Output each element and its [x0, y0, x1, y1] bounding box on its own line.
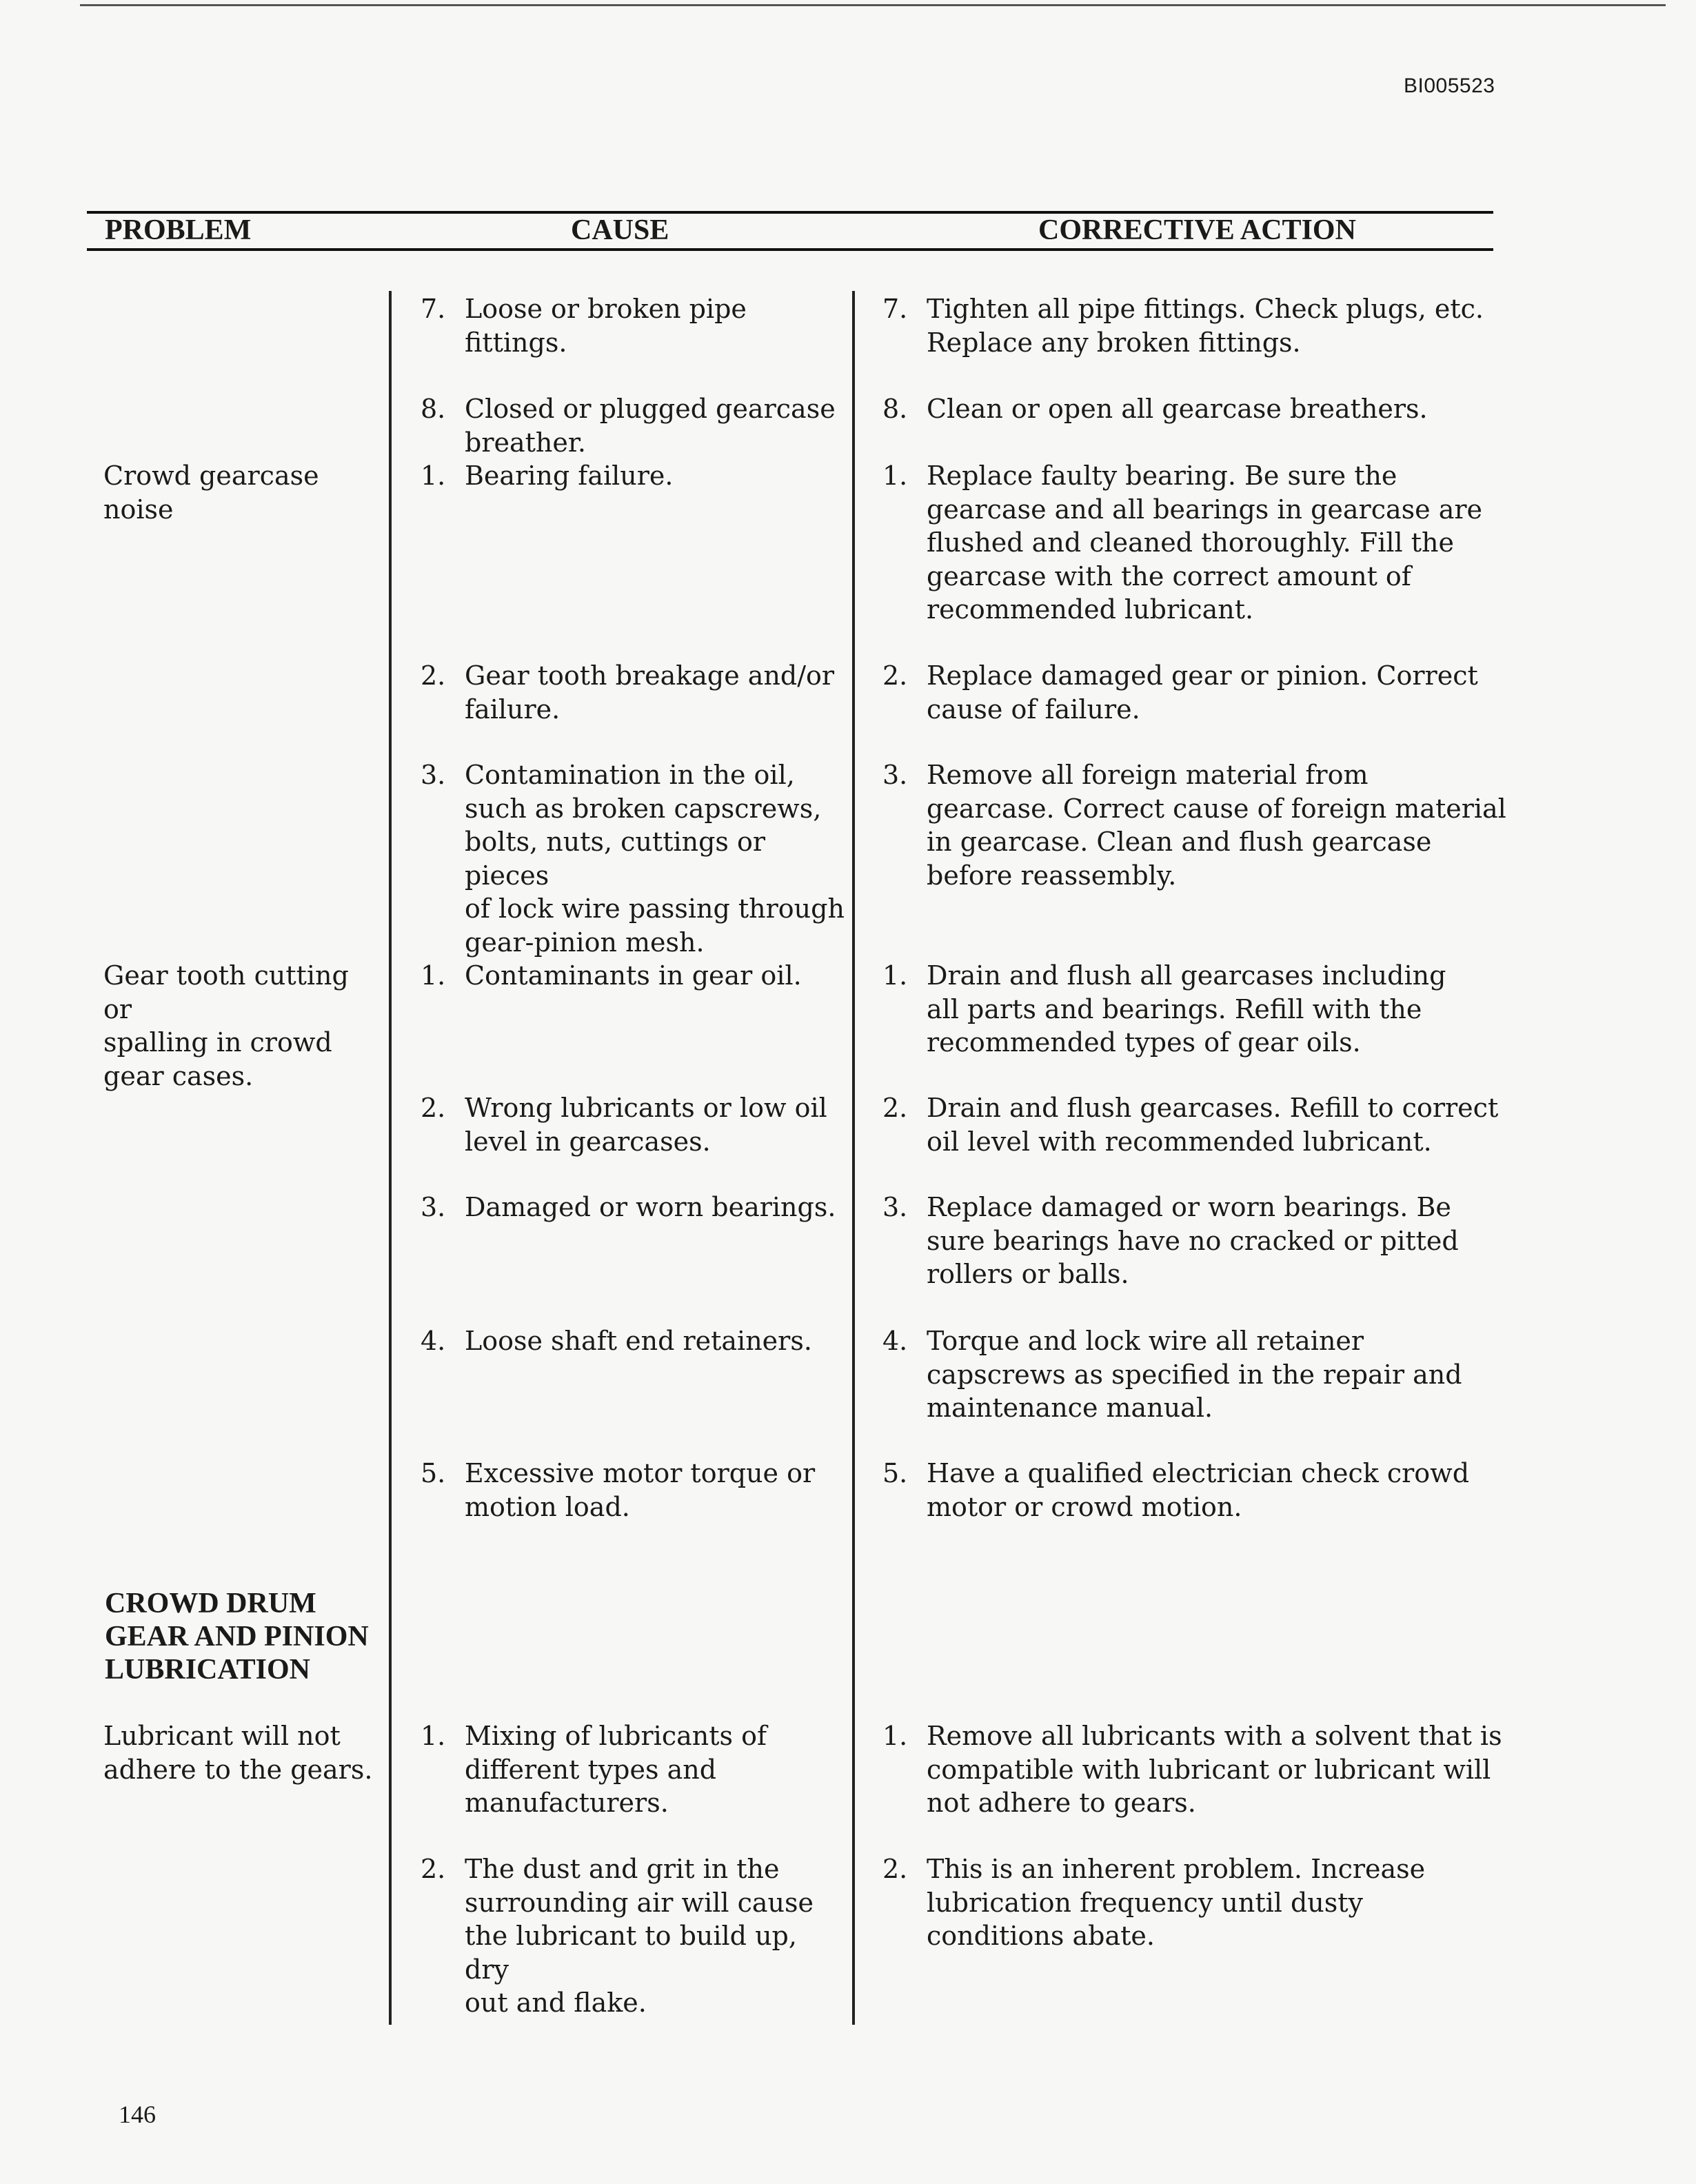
- action-number: 8.: [882, 394, 908, 424]
- action-number: 3.: [882, 1192, 908, 1222]
- cause-text: Damaged or worn bearings.: [465, 1192, 836, 1222]
- cause-number: 3.: [421, 1192, 446, 1222]
- header-corrective-action: CORRECTIVE ACTION: [1038, 214, 1356, 246]
- cause-number: 4.: [421, 1326, 446, 1356]
- column-divider-left: [389, 291, 392, 2025]
- cause-number: 1.: [421, 461, 446, 491]
- action-number: 7.: [882, 294, 908, 324]
- action-number: 4.: [882, 1326, 908, 1356]
- cause-number: 1.: [421, 960, 446, 991]
- cause-number: 5.: [421, 1458, 446, 1488]
- header-problem: PROBLEM: [105, 214, 252, 246]
- cause-number: 3.: [421, 760, 446, 790]
- action-number: 2.: [882, 660, 908, 691]
- action-number: 1.: [882, 1721, 908, 1751]
- cause-text: Gear tooth breakage and/or failure.: [465, 660, 835, 725]
- action-text: Have a qualified electrician check crowd motor or crowd motion.: [927, 1458, 1470, 1522]
- action-number: 2.: [882, 1093, 908, 1123]
- action-number: 1.: [882, 461, 908, 491]
- cause-text: Closed or plugged gearcase breather.: [465, 394, 836, 458]
- section-title: CROWD DRUM GEAR AND PINION LUBRICATION: [105, 1588, 369, 1686]
- action-text: Tighten all pipe fittings. Check plugs, etc. Replace any broken fittings.: [927, 294, 1484, 358]
- cause-text: Loose or broken pipe fittings.: [465, 294, 747, 358]
- action-text: Remove all lubricants with a solvent that is compatible with lubricant or lubricant will not adhere to gears.: [927, 1721, 1502, 1818]
- action-text: Replace faulty bearing. Be sure the gearcase and all bearings in gearcase are flushed and cleaned thoroughly. Fill the gearcase with the correct amount of recommended lubricant.: [927, 461, 1483, 625]
- header-cause: CAUSE: [571, 214, 669, 246]
- cause-text: Mixing of lubricants of different types and manufacturers.: [465, 1721, 767, 1818]
- action-text: Replace damaged or worn bearings. Be sure bearings have no cracked or pitted rollers or balls.: [927, 1192, 1459, 1289]
- action-text: Replace damaged gear or pinion. Correct cause of failure.: [927, 660, 1478, 725]
- cause-number: 8.: [421, 394, 446, 424]
- action-text: Drain and flush gearcases. Refill to correct oil level with recommended lubricant.: [927, 1093, 1499, 1157]
- action-text: Clean or open all gearcase breathers.: [927, 394, 1428, 424]
- cause-text: Excessive motor torque or motion load.: [465, 1458, 816, 1522]
- cause-number: 1.: [421, 1721, 446, 1751]
- cause-number: 2.: [421, 660, 446, 691]
- column-divider-right: [852, 291, 855, 2025]
- problem-text: Crowd gearcase noise: [103, 461, 319, 525]
- cause-text: Bearing failure.: [465, 461, 674, 491]
- cause-number: 7.: [421, 294, 446, 324]
- document-id: BI005523: [1404, 74, 1495, 97]
- action-number: 5.: [882, 1458, 908, 1488]
- cause-text: The dust and grit in the surrounding air will cause the lubricant to build up, dry out and flake.: [465, 1854, 814, 2018]
- action-number: 1.: [882, 960, 908, 991]
- action-text: This is an inherent problem. Increase lubrication frequency until dusty conditions abate.: [927, 1854, 1426, 1951]
- page-number: 146: [119, 2101, 156, 2128]
- action-number: 2.: [882, 1854, 908, 1884]
- cause-text: Contamination in the oil, such as broken capscrews, bolts, nuts, cuttings or pieces of lock wire passing through gear-pinion mesh.: [465, 760, 845, 958]
- action-text: Drain and flush all gearcases including all parts and bearings. Refill with the recommended types of gear oils.: [927, 960, 1446, 1058]
- cause-text: Loose shaft end retainers.: [465, 1326, 812, 1356]
- action-text: Remove all foreign material from gearcase. Correct cause of foreign material in gearcase. Clean and flush gearcase before reassembly.: [927, 760, 1506, 891]
- cause-text: Wrong lubricants or low oil level in gearcases.: [465, 1093, 827, 1157]
- action-text: Torque and lock wire all retainer capscrews as specified in the repair and maintenance manual.: [927, 1326, 1462, 1423]
- cause-number: 2.: [421, 1854, 446, 1884]
- top-rule: [80, 4, 1666, 6]
- cause-text: Contaminants in gear oil.: [465, 960, 802, 991]
- problem-text: Lubricant will not adhere to the gears.: [103, 1721, 373, 1785]
- header-bottom-rule: [87, 248, 1493, 251]
- problem-text: Gear tooth cutting or spalling in crowd gear cases.: [103, 960, 349, 1091]
- action-number: 3.: [882, 760, 908, 790]
- cause-number: 2.: [421, 1093, 446, 1123]
